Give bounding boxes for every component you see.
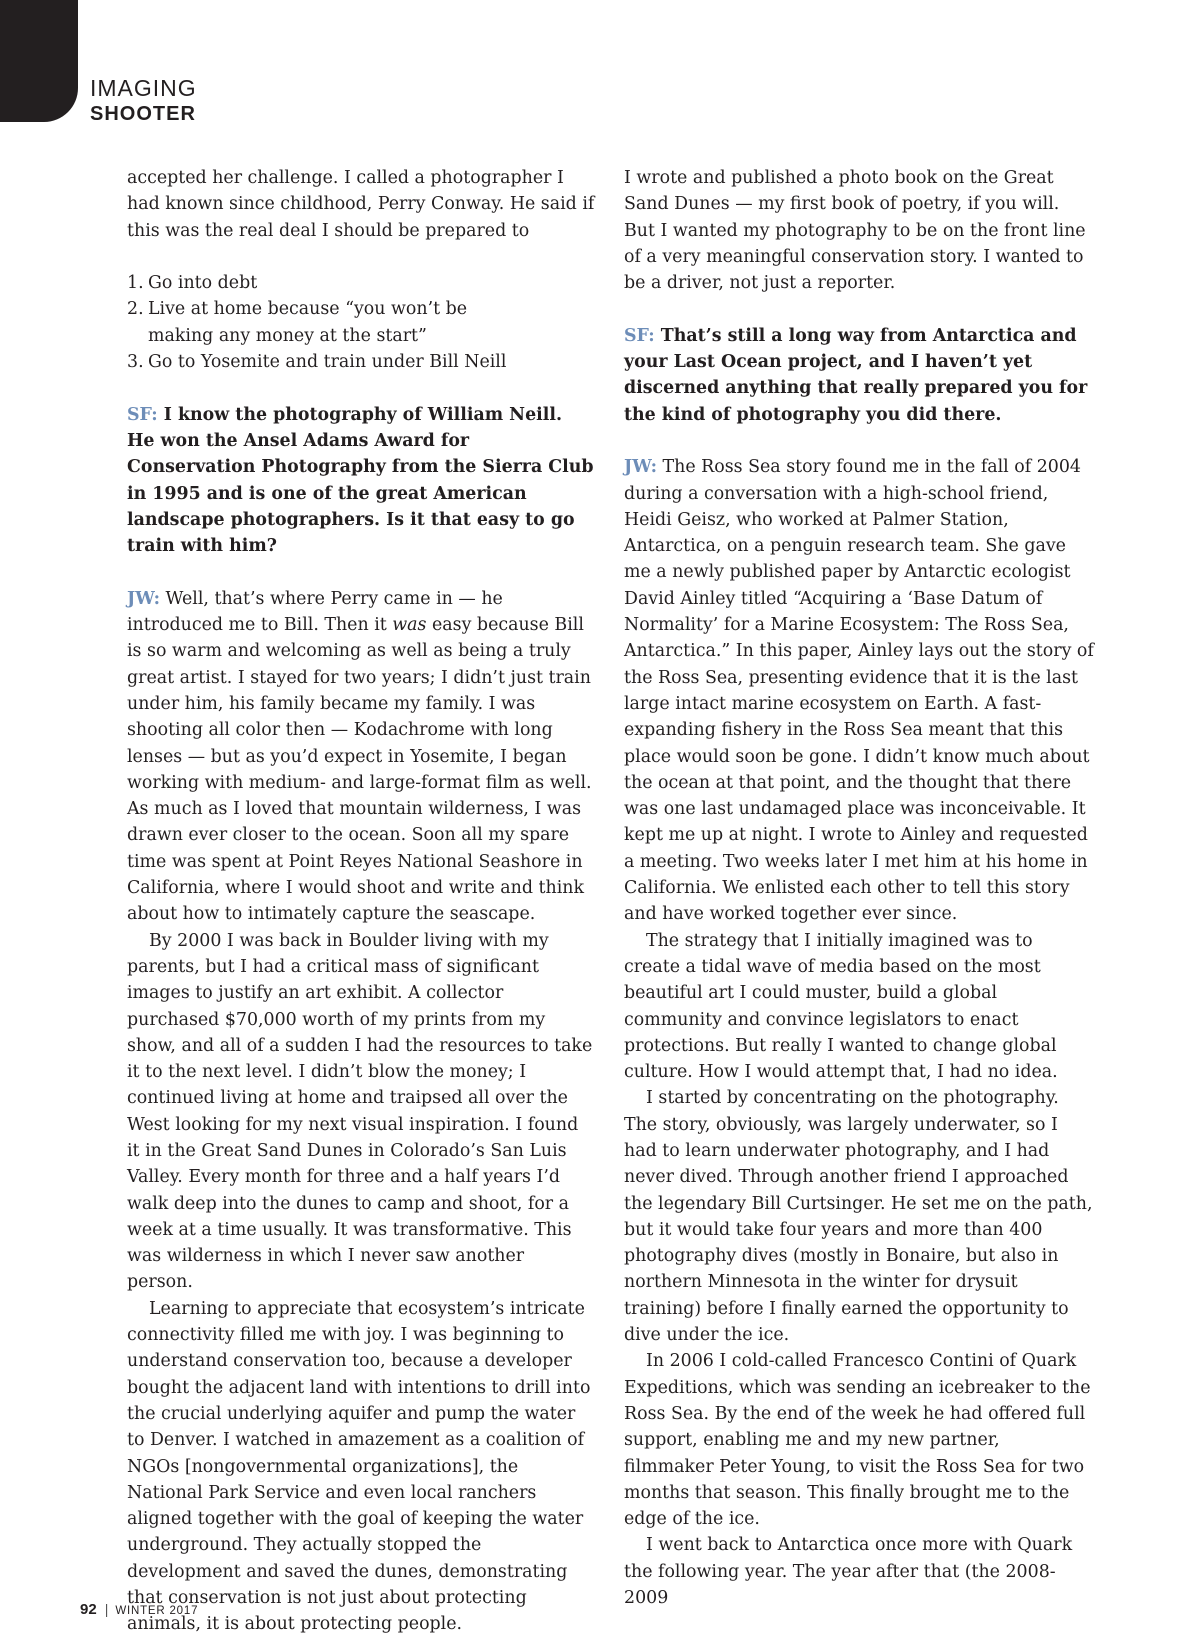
paragraph: The strategy that I initially imagined was to create a tidal wave of media based on the most beautiful art I could muster, build a global community and convince legislators to enact protections. But really I wanted to change global culture. How I would attempt that, I had no idea. <box>624 930 1058 1083</box>
paragraph: accepted her challenge. I called a photographer I had known since childhood, Perry Conway. He said if this was the real deal I should be prepared to <box>127 168 595 241</box>
list-item: 2. Live at home because “you won’t be making any money at the start” <box>127 299 468 346</box>
issue-label: WINTER 2017 <box>115 1605 199 1617</box>
speaker-label: JW: <box>624 457 657 478</box>
paragraph: In 2006 I cold-called Francesco Contini of Quark Expeditions, which was sending an icebreaker to the Ross Sea. By the end of the week he had offered full support, enabling me and my new partner, filmmaker Peter Young, to visit the Ross Sea for two months that season. This finally brought me to the edge of the ice. <box>624 1351 1091 1530</box>
page-footer <box>80 1601 198 1618</box>
list-item: 1. Go into debt <box>127 273 258 294</box>
interview-question: SF: I know the photography of William Neill. He won the Ansel Adams Award for Conservation Photography from the Sierra Club in 1995 and is one of the great American landscape photographers. Is it that easy to go train with him? <box>127 404 594 557</box>
article-column-right <box>624 165 1094 1611</box>
interview-question: SF: That’s still a long way from Antarctica and your Last Ocean project, and I haven’t yet discerned anything that really prepared you for the kind of photography you did there. <box>624 325 1088 425</box>
paragraph: By 2000 I was back in Boulder living with my parents, but I had a critical mass of significant images to justify an art exhibit. A collector purchased $70,000 worth of my prints from my show, and all of a sudden I had the resources to take it to the next level. I didn’t blow the money; I continued living at home and traipsed all over the West looking for my next visual inspiration. I found it in the Great Sand Dunes in Colorado’s San Luis Valley. Every month for three and a half years I’d walk deep into the dunes to camp and shoot, for a week at a time usually. It was transformative. This was wilderness in which I never saw another person. <box>127 930 593 1293</box>
interview-answer: JW: Well, that’s where Perry came in — he introduced me to Bill. Then it was easy because Bill is so warm and welcoming as well as being a truly great artist. I stayed for two years; I didn’t just train under him, his family became my family. I was shooting all color then — Kodachrome with long lenses — but as you’d expect in Yosemite, I began working with medium- and large-format film as well. As much as I loved that mountain wilderness, I was drawn ever closer to the ocean. Soon all my spare time was spent at Point Reyes National Seashore in California, where I would shoot and write and think about how to intimately capture the seascape. <box>127 588 592 925</box>
paragraph: I wrote and published a photo book on the Great Sand Dunes — my first book of poetry, if you will. But I wanted my photography to be on the front line of a very meaningful conservation story. I wanted to be a driver, not just a reporter. <box>624 168 1086 294</box>
section-title: IMAGING <box>90 75 197 101</box>
section-header <box>90 74 197 126</box>
footer-separator: | <box>104 1601 109 1617</box>
paragraph: I went back to Antarctica once more with Quark the following year. The year after that (the 2008-2009 <box>624 1535 1073 1609</box>
speaker-label: SF: <box>624 325 655 346</box>
speaker-label: JW: <box>127 588 160 609</box>
interview-answer: JW: The Ross Sea story found me in the fall of 2004 during a conversation with a high-school friend, Heidi Geisz, who worked at Palmer Station, Antarctica, on a penguin research team. She gave me a newly published paper by Antarctic ecologist David Ainley titled “Acquiring a ‘Base Datum of Normality’ for a Marine Ecosystem: The Ross Sea, Antarctica.” In this paper, Ainley lays out the story of the Ross Sea, presenting evidence that it is the last large intact marine ecosystem on Earth. A fast-expanding fishery in the Ross Sea meant that this place would soon be gone. I didn’t know much about the ocean at that point, and the thought that there was one last undamaged place was inconceivable. It kept me up at night. I wrote to Ainley and requested a meeting. Two weeks later I met him at his home in California. We enlisted each other to tell this story and have worked together ever since. <box>624 457 1094 925</box>
section-subtitle: SHOOTER <box>90 103 196 125</box>
paragraph: Learning to appreciate that ecosystem’s intricate connectivity filled me with joy. I was beginning to understand conservation too, because a developer bought the adjacent land with intentions to drill into the crucial underlying aquifer and pump the water to Denver. I watched in amazement as a coalition of NGOs [nongovernmental organizations], the National Park Service and even local ranchers aligned together with the goal of keeping the water underground. They actually stopped the development and saved the dunes, demonstrating that conservation is not just about protecting animals, it is about protecting people. <box>127 1298 591 1635</box>
section-corner-tab <box>0 0 78 122</box>
page-number: 92 <box>80 1601 97 1618</box>
paragraph: I started by concentrating on the photography. The story, obviously, was largely underwater, so I had to learn underwater photography, and I had never dived. Through another friend I approached the legendary Bill Curtsinger. He set me on the path, but it would take four years and more than 400 photography dives (mostly in Bonaire, but also in northern Minnesota in the winter for drysuit training) before I finally earned the opportunity to dive under the ice. <box>624 1088 1093 1346</box>
list-item: 3. Go to Yosemite and train under Bill Neill <box>127 352 507 373</box>
speaker-label: SF: <box>127 404 158 425</box>
article-column-left <box>127 165 595 1638</box>
